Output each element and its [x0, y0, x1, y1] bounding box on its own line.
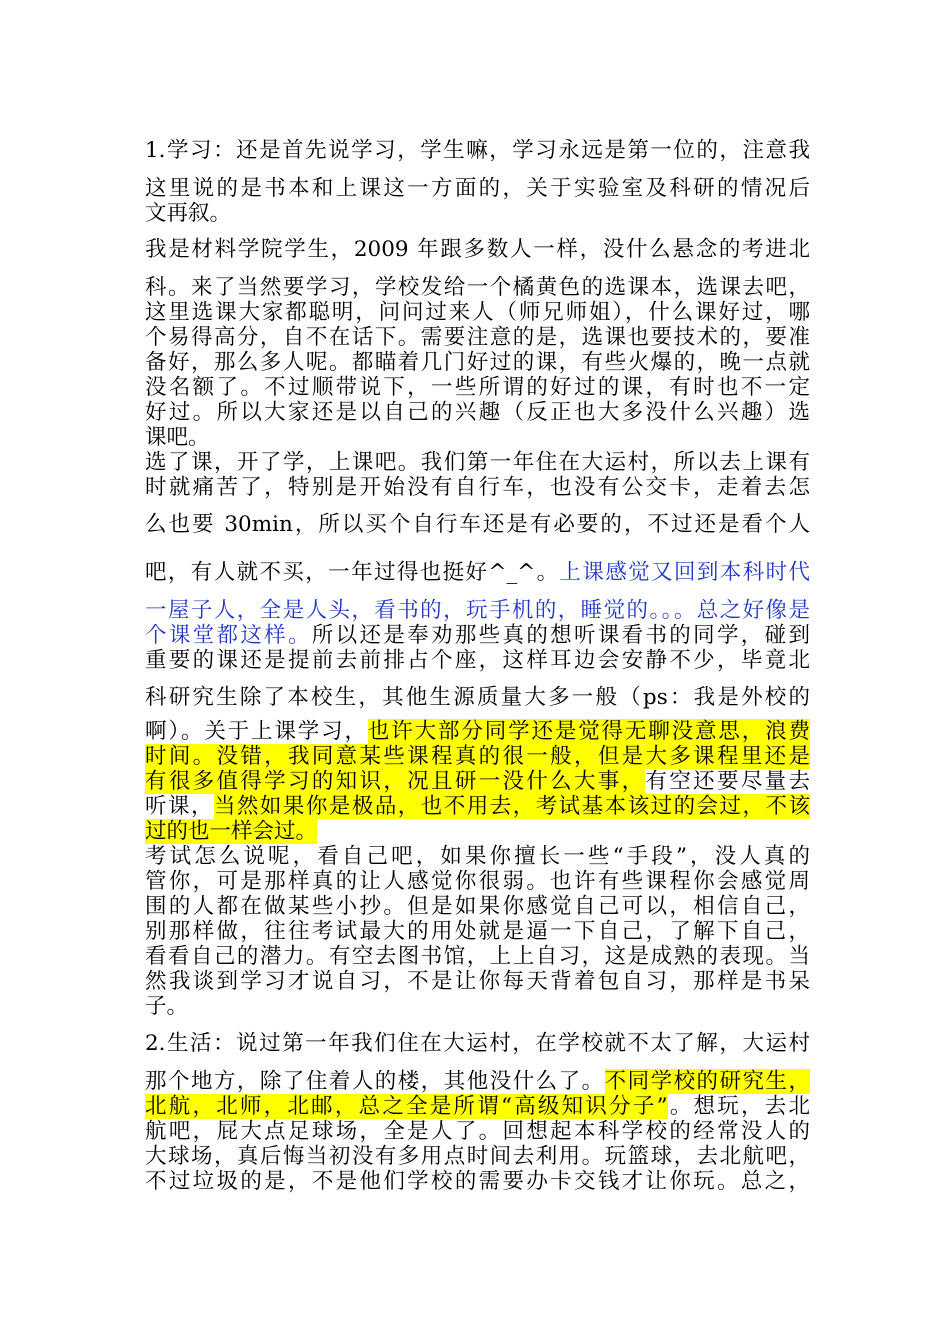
text-line: 航吧，屁大点足球场，全是人了。回想起本科学校的经常没人的 [145, 1119, 810, 1144]
text-line: 么也要 30min，所以买个自行车还是有必要的，不过还是看个人 [145, 512, 810, 537]
text-line: 不过垃圾的是，不是他们学校的需要办卡交钱才让你玩。总之， [145, 1169, 810, 1194]
highlighted-text: 过的也一样会过。 [145, 819, 318, 844]
text-line: 科研究生除了本校生，其他生源质量大多一般（ps：我是外校的 [145, 685, 810, 710]
text-line: 课吧。 [145, 425, 210, 450]
text-line: 好过。所以大家还是以自己的兴趣（反正也大多没什么兴趣）选 [145, 400, 810, 425]
text-line: 文再叙。 [145, 201, 232, 226]
text-line: 个易得高分，自不在话下。需要注意的是，选课也要技术的，要准 [145, 325, 810, 350]
text-line: 时就痛苦了，特别是开始没有自行车，也没有公交卡，走着去怎 [145, 475, 810, 500]
text-line: 科。来了当然要学习，学校发给一个橘黄色的选课本，选课去吧， [145, 275, 810, 300]
highlighted-text: 北航，北师，北邮，总之全是所谓“高级知识分子” [145, 1094, 668, 1119]
highlighted-text: 有很多值得学习的知识，况且研一没什么大事， [145, 769, 646, 794]
text-line: 没名额了。不过顺带说下，一些所谓的好过的课，有时也不一定 [145, 375, 810, 400]
text-segment: 吧，有人就不买，一年过得也挺好^_^。 [145, 560, 560, 585]
text-line: 我是材料学院学生，2009 年跟多数人一样，没什么悬念的考进北 [145, 237, 810, 262]
text-line: 大球场，真后悔当初没有多用点时间去利用。玩篮球，去北航吧， [145, 1144, 810, 1169]
highlighted-text: 时间。没错，我同意某些课程真的很一般，但是大多课程里还是 [145, 744, 810, 769]
text-line: 看看自己的潜力。有空去图书馆，上上自习，这是成熟的表现。当 [145, 944, 810, 969]
blue-text-segment: 上课感觉又回到本科时代 [559, 560, 810, 585]
text-line [145, 1069, 810, 1095]
text-line: 1.学习：还是首先说学习，学生嘛，学习永远是第一位的，注意我 [145, 138, 810, 163]
text-line: 选了课，开了学，上课吧。我们第一年住在大运村，所以去上课有 [145, 450, 810, 475]
text-segment: 那个地方，除了住着人的楼，其他没什么了。 [145, 1069, 605, 1094]
text-line [145, 560, 810, 586]
blue-text-line: 一屋子人，全是人头，看书的，玩手机的，睡觉的。。。总之好像是 [145, 598, 810, 623]
text-line [145, 719, 810, 745]
text-line: 备好，那么多人呢。都瞄着几门好过的课，有些火爆的，晚一点就 [145, 350, 810, 375]
blue-text-segment: 个课堂都这样。 [145, 623, 312, 648]
text-line: 考试怎么说呢，看自己吧，如果你擅长一些“手段”，没人真的 [145, 844, 810, 869]
text-line: 然我谈到学习才说自习，不是让你每天背着包自习，那样是书呆 [145, 969, 810, 994]
text-segment: 听课， [145, 794, 214, 819]
text-segment: 啊）。关于上课学习， [145, 719, 368, 744]
highlighted-text: 当然如果你是极品，也不用去，考试基本该过的会过，不该 [213, 794, 810, 819]
highlighted-text: 不同学校的研究生， [604, 1069, 810, 1094]
highlighted-text: 也许大部分同学还是觉得无聊没意思，浪费 [367, 719, 810, 744]
text-segment: 有空还要尽量去 [645, 769, 810, 794]
text-line: 重要的课还是提前去前排占个座，这样耳边会安静不少，毕竟北 [145, 648, 810, 673]
text-line [145, 794, 810, 820]
text-line [145, 623, 810, 649]
text-line [145, 1094, 810, 1120]
text-line [145, 744, 810, 770]
text-line: 这里说的是书本和上课这一方面的，关于实验室及科研的情况后 [145, 176, 810, 201]
text-line [145, 769, 810, 795]
text-line: 子。 [145, 994, 189, 1019]
text-line [145, 819, 810, 845]
text-segment: 。想玩，去北 [667, 1094, 810, 1119]
text-line: 别那样做，往往考试最大的用处就是逼一下自己，了解下自己， [145, 919, 810, 944]
text-segment: 所以还是奉劝那些真的想听课看书的同学，碰到 [311, 623, 810, 648]
text-line: 2.生活：说过第一年我们住在大运村，在学校就不太了解，大运村 [145, 1031, 810, 1056]
text-line: 这里选课大家都聪明，问问过来人（师兄师姐），什么课好过，哪 [145, 300, 810, 325]
text-line: 管你，可是那样真的让人感觉你很弱。也许有些课程你会感觉周 [145, 869, 810, 894]
text-line: 围的人都在做某些小抄。但是如果你感觉自己可以，相信自己， [145, 894, 810, 919]
